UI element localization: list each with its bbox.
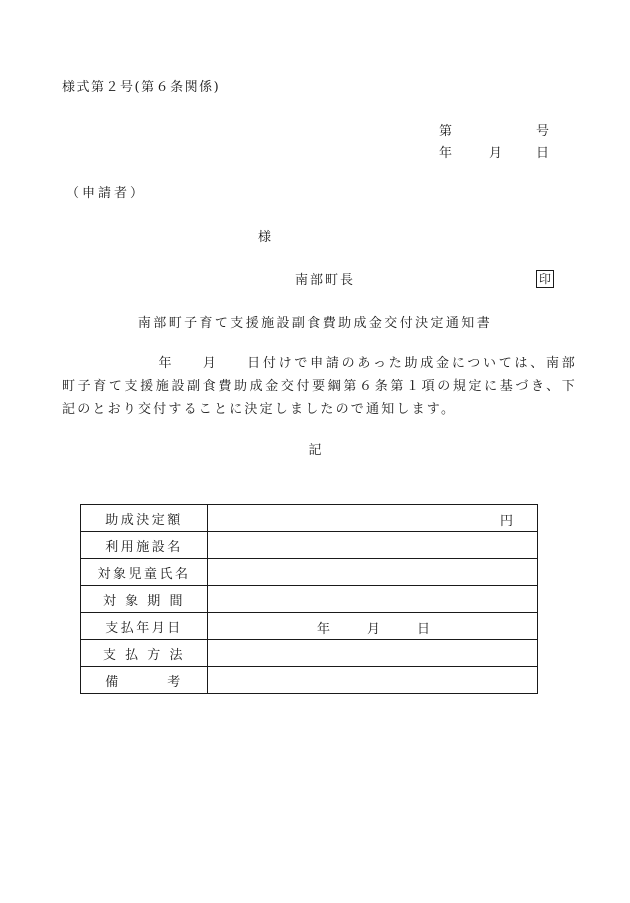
row-label: 利用施設名	[81, 532, 208, 559]
payment-method-field[interactable]	[208, 640, 538, 667]
table-row	[81, 640, 538, 667]
table-row	[81, 613, 538, 640]
payment-date	[317, 618, 430, 637]
applicant-label: （申請者）	[66, 186, 147, 201]
table-row	[81, 559, 538, 586]
issue-date-month: 月	[489, 146, 503, 161]
row-label: 支払年月日	[81, 613, 208, 640]
table-row	[81, 586, 538, 613]
row-label: 対 象 期 間	[81, 586, 208, 613]
ki-heading: 記	[308, 443, 322, 458]
row-label: 備 考	[81, 667, 208, 694]
row-label: 対象児童氏名	[81, 559, 208, 586]
table-row	[81, 505, 538, 532]
issue-date	[439, 146, 549, 162]
issue-date-day: 日	[536, 146, 550, 161]
document-number-suffix: 号	[536, 124, 550, 139]
applicant-honorific: 様	[258, 230, 272, 245]
body-month: 月	[202, 356, 219, 371]
facility-name-field[interactable]	[208, 532, 538, 559]
row-label: 支 払 方 法	[81, 640, 208, 667]
issue-date-year: 年	[439, 146, 453, 161]
document-title: 南部町子育て支援施設副食費助成金交付決定通知書	[137, 316, 493, 331]
body-year: 年	[158, 356, 175, 371]
pay-day: 日	[417, 622, 431, 637]
remarks-field[interactable]	[208, 667, 538, 694]
child-name-field[interactable]	[208, 559, 538, 586]
pay-year: 年	[317, 622, 331, 637]
issuer-title: 南部町長	[295, 273, 356, 288]
target-period-field[interactable]	[208, 586, 538, 613]
table-row	[81, 667, 538, 694]
document-number-prefix: 第	[439, 124, 453, 139]
table-row	[81, 532, 538, 559]
body-text: 日付けで申請のあった助成金については、南部町子育て支援施設副食費助成金交付要綱第６条第１項の規定に基づき、下記のとおり交付することに決定しましたので通知します。	[62, 356, 578, 417]
form-number: 様式第２号(第６条関係)	[62, 80, 221, 95]
payment-date-field[interactable]	[208, 613, 538, 640]
pay-month: 月	[367, 622, 381, 637]
grant-amount-field[interactable]	[208, 505, 538, 532]
yen-unit: 円	[499, 514, 513, 529]
row-label: 助成決定額	[81, 505, 208, 532]
grant-detail-table	[80, 504, 538, 694]
seal-stamp: 印	[536, 270, 554, 288]
notice-body	[62, 352, 577, 421]
